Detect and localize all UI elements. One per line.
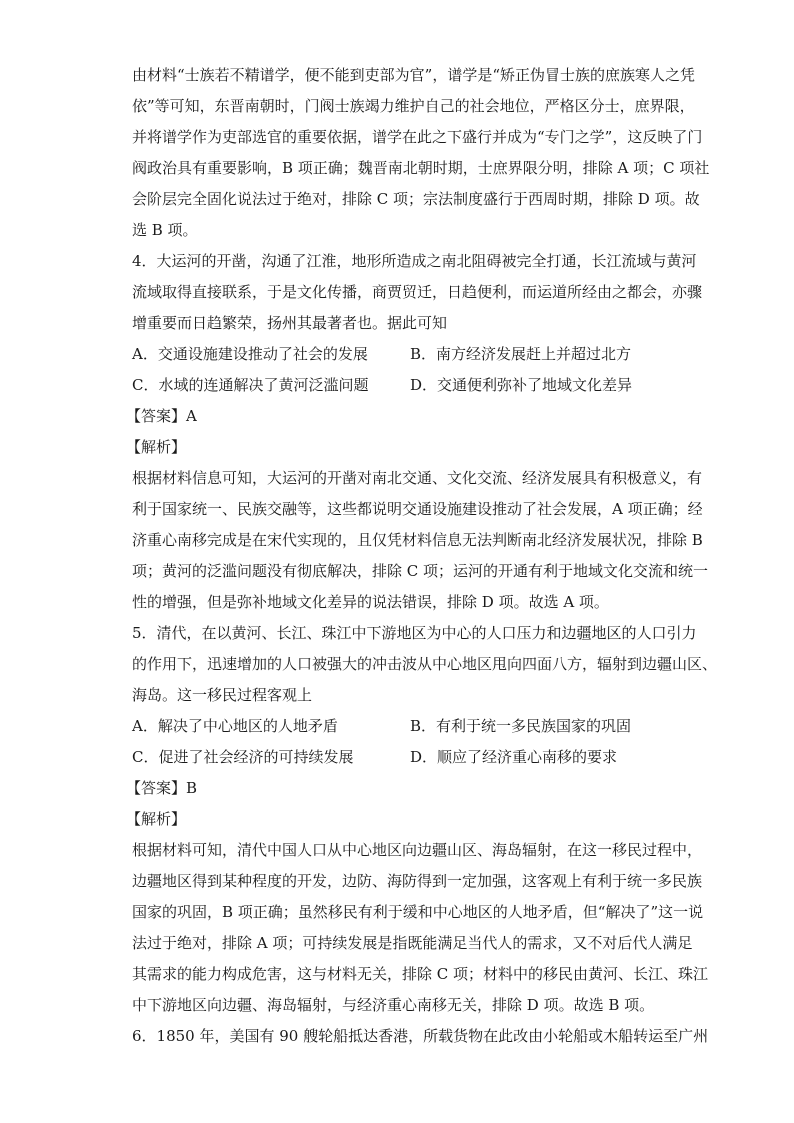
analysis-line: 国家的巩固，B 项正确；虽然移民有利于缓和中心地区的人地矛盾，但“解决了”这一说 xyxy=(132,903,704,921)
answer-label: 【答案】A xyxy=(126,407,197,425)
answer-label: 【答案】B xyxy=(126,779,198,797)
analysis-line: 中下游地区向边疆、海岛辐射，与经济重心南移无关，排除 D 项。故选 B 项。 xyxy=(132,996,655,1014)
options-row xyxy=(132,339,660,370)
options-row xyxy=(132,711,660,742)
analysis-line: 性的增强，但是弥补地域文化差异的说法错误，排除 D 项。故选 A 项。 xyxy=(132,593,609,611)
text-line: 依”等可知，东晋南朝时，门阀士族竭力维护自己的社会地位，严格区分士，庶界限， xyxy=(132,97,695,115)
option-d: D．顺应了经济重心南移的要求 xyxy=(410,748,618,766)
analysis-line: 其需求的能力构成危害，这与材料无关，排除 C 项；材料中的移民由黄河、长江、珠江 xyxy=(132,965,709,983)
analysis-line: 法过于绝对，排除 A 项；可持续发展是指既能满足当代人的需求，又不对后代人满足 xyxy=(132,934,693,952)
analysis-line: 边疆地区得到某种程度的开发，边防、海防得到一定加强，这客观上有利于统一多民族 xyxy=(132,872,703,890)
analysis-label: 【解析】 xyxy=(126,438,187,456)
text-line: 并将谱学作为吏部选官的重要依据，谱学在此之下盛行并成为“专门之学”，这反映了门 xyxy=(132,128,703,146)
question-stem-line: 5．清代，在以黄河、长江、珠江中下游地区为中心的人口压力和边疆地区的人口引力 xyxy=(132,624,697,642)
option-b: B．有利于统一多民族国家的巩固 xyxy=(410,717,632,735)
option-a: A．解决了中心地区的人地矛盾 xyxy=(132,717,338,735)
option-c: C．水域的连通解决了黄河泛滥问题 xyxy=(132,376,369,394)
text-line: 由材料“士族若不精谱学，便不能到吏部为官”，谱学是“矫正伪冒士族的庶族寒人之凭 xyxy=(132,66,696,84)
options-row xyxy=(132,742,660,773)
question-stem-line: 流域取得直接联系，于是文化传播，商贾贸迁，日趋便利，而运道所经由之都会，亦骤 xyxy=(132,283,703,301)
options-row xyxy=(132,370,660,401)
analysis-line: 济重心南移完成是在宋代实现的，且仅凭材料信息无法判断南北经济发展状况，排除 B xyxy=(132,531,703,549)
option-d: D．交通便利弥补了地域文化差异 xyxy=(410,376,633,394)
option-a: A．交通设施建设推动了社会的发展 xyxy=(132,345,368,363)
option-c: C．促进了社会经济的可持续发展 xyxy=(132,748,354,766)
analysis-line: 根据材料可知，清代中国人口从中心地区向边疆山区、海岛辐射，在这一移民过程中， xyxy=(132,841,703,859)
question-stem-line: 海岛。这一移民过程客观上 xyxy=(132,686,313,704)
question-stem-line: 增重要而日趋繁荣，扬州其最著者也。据此可知 xyxy=(132,314,448,332)
document-page xyxy=(126,60,718,1052)
text-line: 选 B 项。 xyxy=(132,221,198,239)
text-line: 阀政治具有重要影响，B 项正确；魏晋南北朝时期，士庶界限分明，排除 A 项；C 项社 xyxy=(132,159,710,177)
analysis-label: 【解析】 xyxy=(126,810,187,828)
option-b: B．南方经济发展赶上并超过北方 xyxy=(410,345,632,363)
analysis-line: 项；黄河的泛滥问题没有彻底解决，排除 C 项；运河的开通有利于地域文化交流和统一 xyxy=(132,562,709,580)
analysis-line: 根据材料信息可知，大运河的开凿对南北交通、文化交流、经济发展具有积极意义，有 xyxy=(132,469,703,487)
question-stem-line: 6．1850 年，美国有 90 艘轮船抵达香港，所载货物在此改由小轮船或木船转运至广州 xyxy=(132,1027,709,1045)
text-line: 会阶层完全固化说法过于绝对，排除 C 项；宗法制度盛行于西周时期，排除 D 项。故 xyxy=(132,190,700,208)
analysis-line: 利于国家统一、民族交融等，这些都说明交通设施建设推动了社会发展，A 项正确；经 xyxy=(132,500,703,518)
prev-explanation xyxy=(132,60,710,246)
question-6 xyxy=(132,1021,709,1052)
question-4 xyxy=(126,246,709,618)
question-stem-line: 4．大运河的开凿，沟通了江淮，地形所造成之南北阻碍被完全打通，长江流域与黄河 xyxy=(132,252,697,270)
question-stem-line: 的作用下，迅速增加的人口被强大的冲击波从中心地区甩向四面八方，辐射到边疆山区、 xyxy=(132,655,718,673)
question-5 xyxy=(126,618,718,1021)
